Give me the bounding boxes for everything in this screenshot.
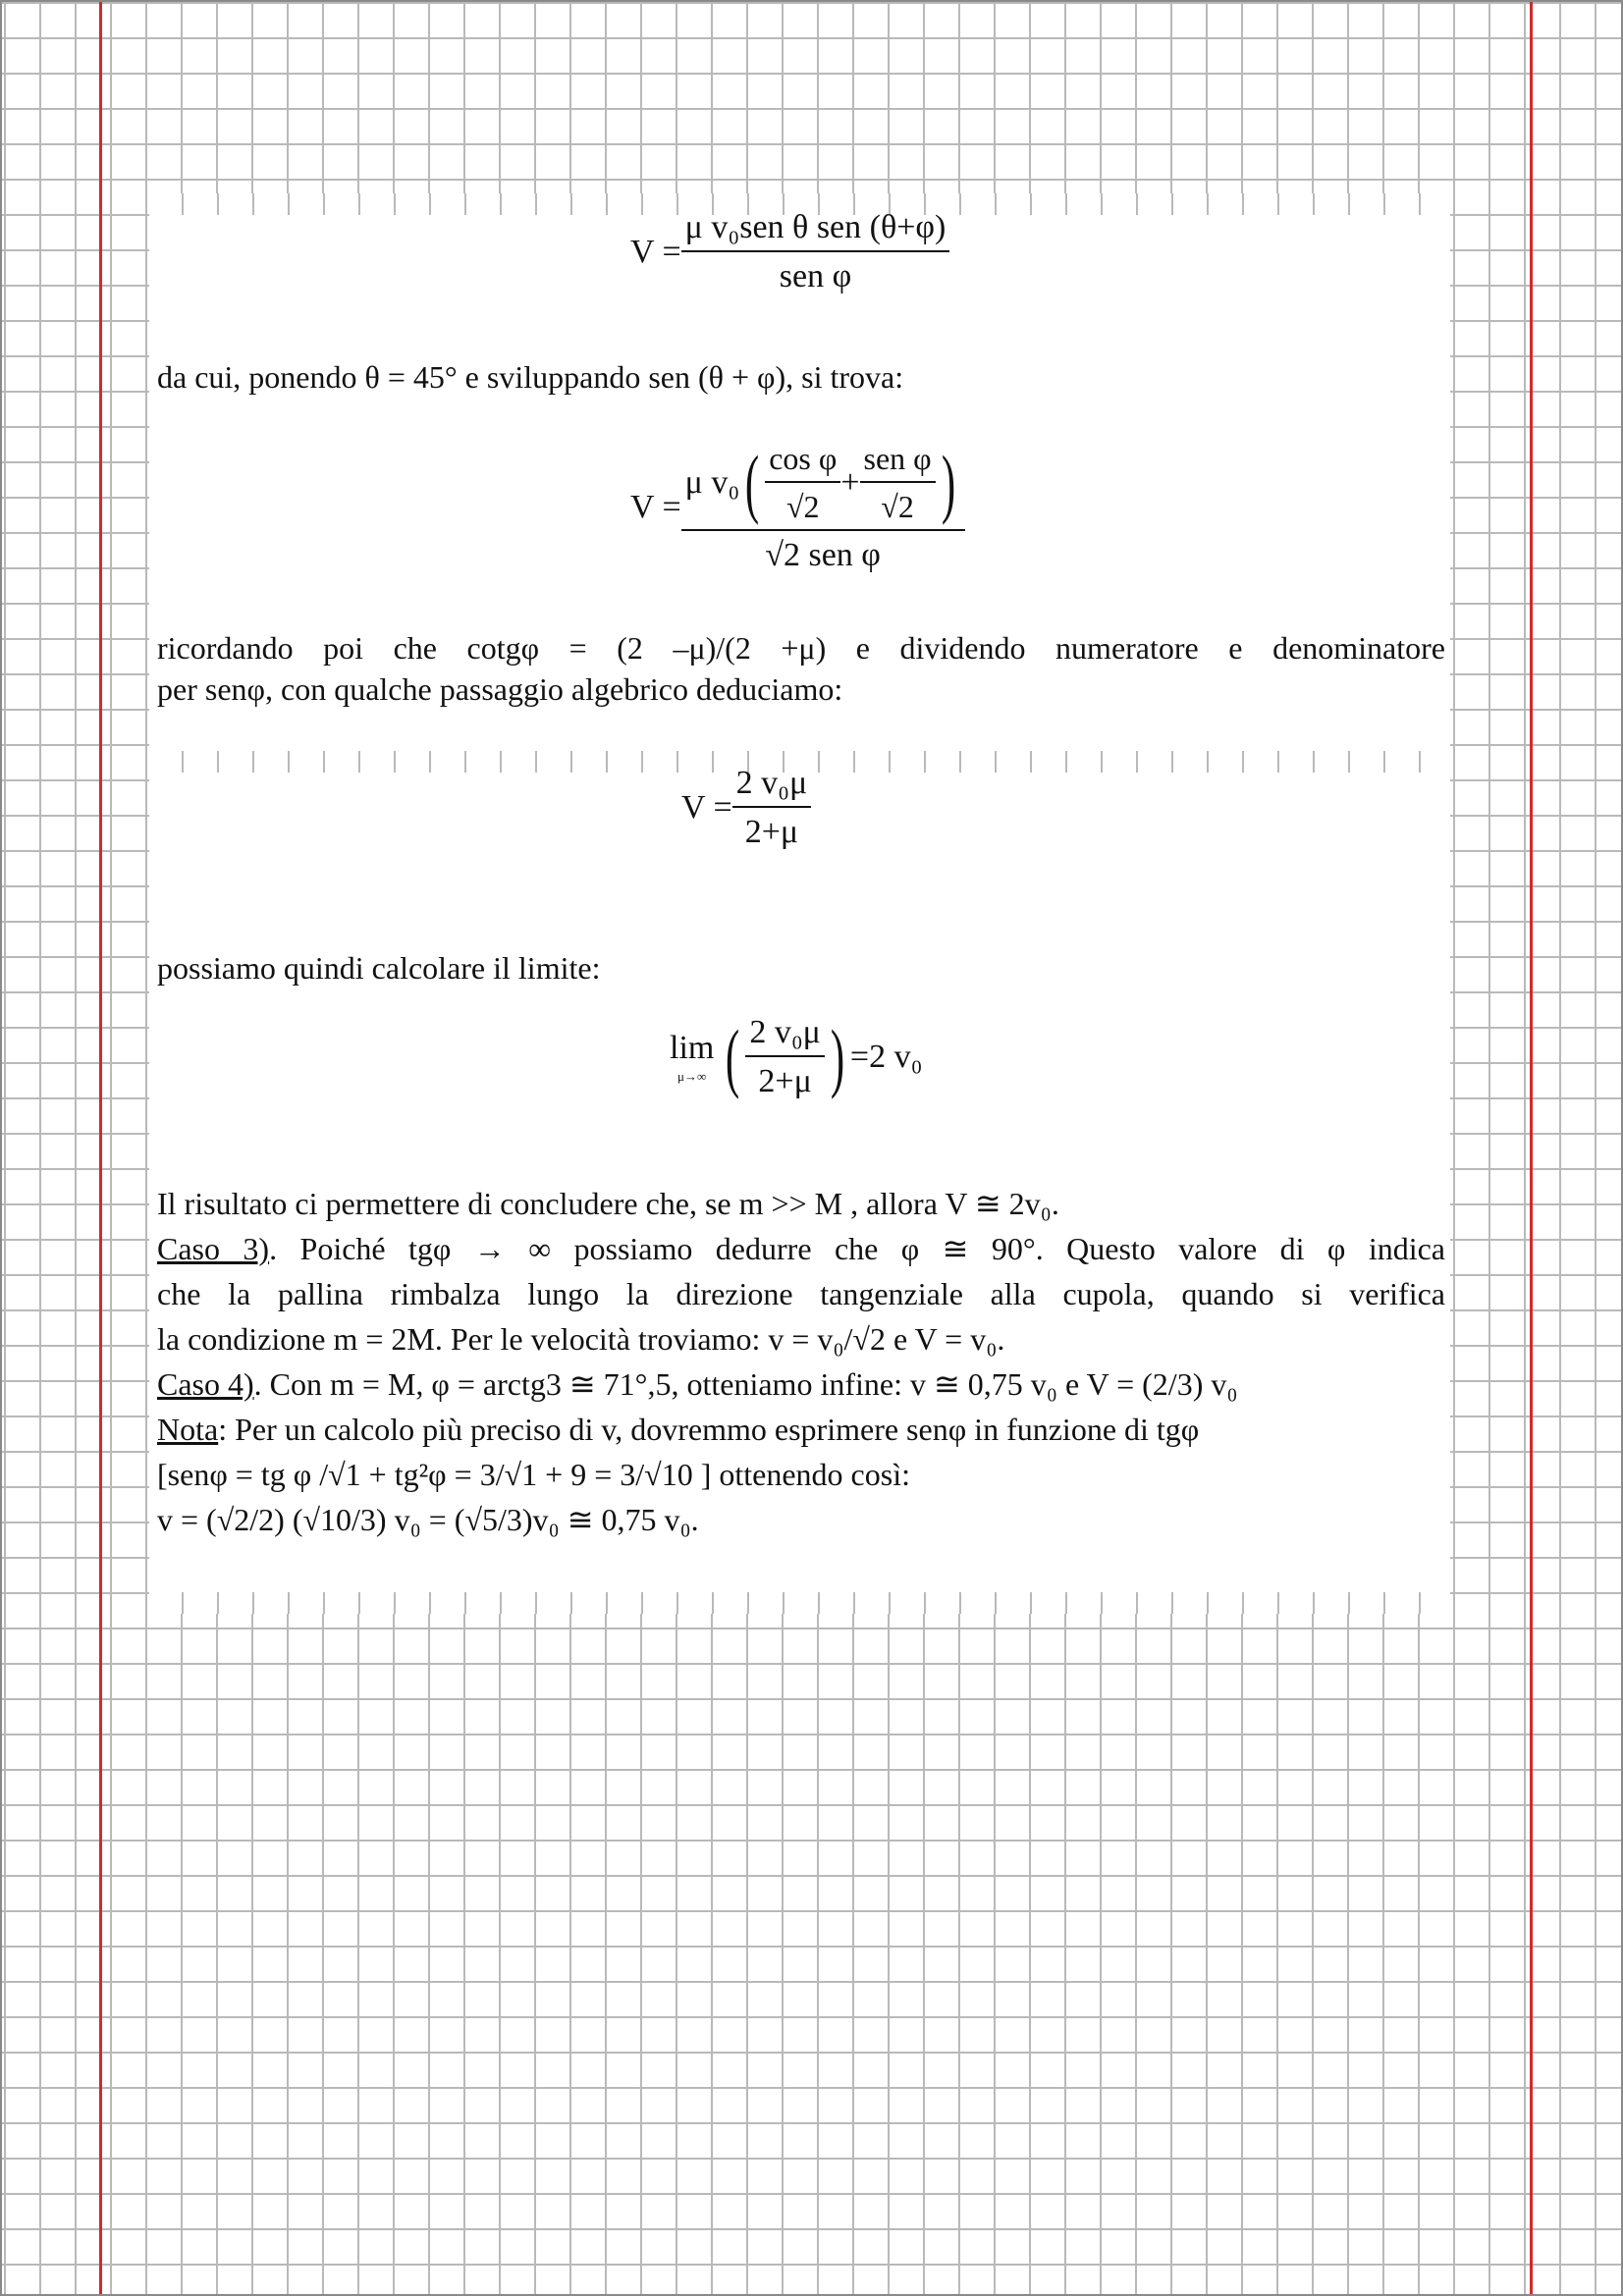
fraction [681,209,950,295]
right-margin-line [1530,0,1533,2296]
left-margin-line [99,0,102,2296]
paragraph-caso3-line2: che la pallina rimbalza lungo la direzione tangenziale alla cupola, quando si verifica [157,1276,1445,1311]
left-paren: ( [745,440,760,525]
paragraph-nota [157,1407,1445,1452]
document-content [149,193,1450,1612]
fraction [732,765,812,851]
caso4-label: Caso 4) [157,1366,254,1402]
fraction-numerator: 2 v₀μ [735,765,808,801]
fraction-denominator: √2 sen φ [681,529,965,574]
nota-label: Nota [157,1412,219,1447]
fraction [681,441,965,574]
limit-label: lim [670,1030,715,1066]
paragraph-caso3-line3: la condizione m = 2M. Per le velocità troviamo: v = v₀/√2 e V = v₀. [157,1321,1005,1357]
left-paren: ( [726,1014,740,1099]
fraction-denominator: 2+μ [732,806,812,851]
inner-fraction-sen [860,441,936,525]
fraction-denominator: 2+μ [745,1055,825,1100]
inner-fraction-cos [765,441,840,525]
paragraph-cotg: ricordando poi che cotgφ = (2 –μ)/(2 +μ) e dividendo numeratore e denominatore [157,630,1445,666]
caso3-text: . Poiché tgφ → ∞ possiamo dedurre che φ ≅ 90°. Questo valore di φ indica [269,1231,1446,1266]
formula-v-general [630,209,949,295]
fraction-denominator: sen φ [681,250,950,295]
fraction-numerator [681,441,965,529]
numerator-prefix: μ v₀ [684,464,740,501]
inner-numerator: cos φ [769,441,838,476]
paragraph-nota-line3: v = (√2/2) (√10/3) v₀ = (√5/3)v₀ ≅ 0,75 v₀. [157,1502,699,1537]
paragraph-cotg-continued: per senφ, con qualche passaggio algebrico deduciamo: [157,671,843,707]
right-paren: ) [941,440,955,525]
paragraph-limit-intro: possiamo quindi calcolare il limite: [157,950,601,986]
caso3-label: Caso 3) [157,1231,270,1266]
formula-v-simplified [681,765,811,851]
paragraph-nota-line2: [senφ = tg φ /√1 + tg²φ = 3/√1 + 9 = 3/√10 ] ottenendo così: [157,1457,910,1492]
nota-text: : Per un calcolo più preciso di v, dovremmo esprimere senφ in funzione di tgφ [218,1412,1200,1447]
fraction-numerator: μ v₀sen θ sen (θ+φ) [684,209,947,245]
fraction-numerator: 2 v₀μ [749,1014,821,1050]
caso4-text: . Con m = M, φ = arctg3 ≅ 71°,5, otteniamo infine: v ≅ 0,75 v₀ e V = (2/3) v₀ [253,1366,1238,1402]
paragraph-caso4 [157,1362,1445,1407]
formula-lhs: V = [630,489,681,525]
formula-limit [670,1014,922,1100]
formula-lhs: V = [630,234,681,270]
paragraph-caso3 [157,1226,1445,1271]
plus-sign: + [840,464,860,501]
formula-lhs: V = [681,789,732,826]
grid-tick-row [149,1592,1450,1614]
formula-v-expanded [630,441,965,574]
inner-denominator: √2 [860,481,936,525]
limit-result: =2 v₀ [849,1039,923,1075]
limit-operator [670,1030,714,1085]
paragraph-result: Il risultato ci permettere di concludere che, se m >> M , allora V ≅ 2v₀. [157,1186,1059,1221]
fraction [745,1014,825,1100]
right-paren: ) [830,1014,845,1099]
paragraph-theta-45: da cui, ponendo θ = 45° e sviluppando sen (θ + φ), si trova: [157,359,904,395]
inner-denominator: √2 [765,481,840,525]
inner-numerator: sen φ [863,441,932,476]
limit-subscript: μ→∞ [677,1069,707,1084]
